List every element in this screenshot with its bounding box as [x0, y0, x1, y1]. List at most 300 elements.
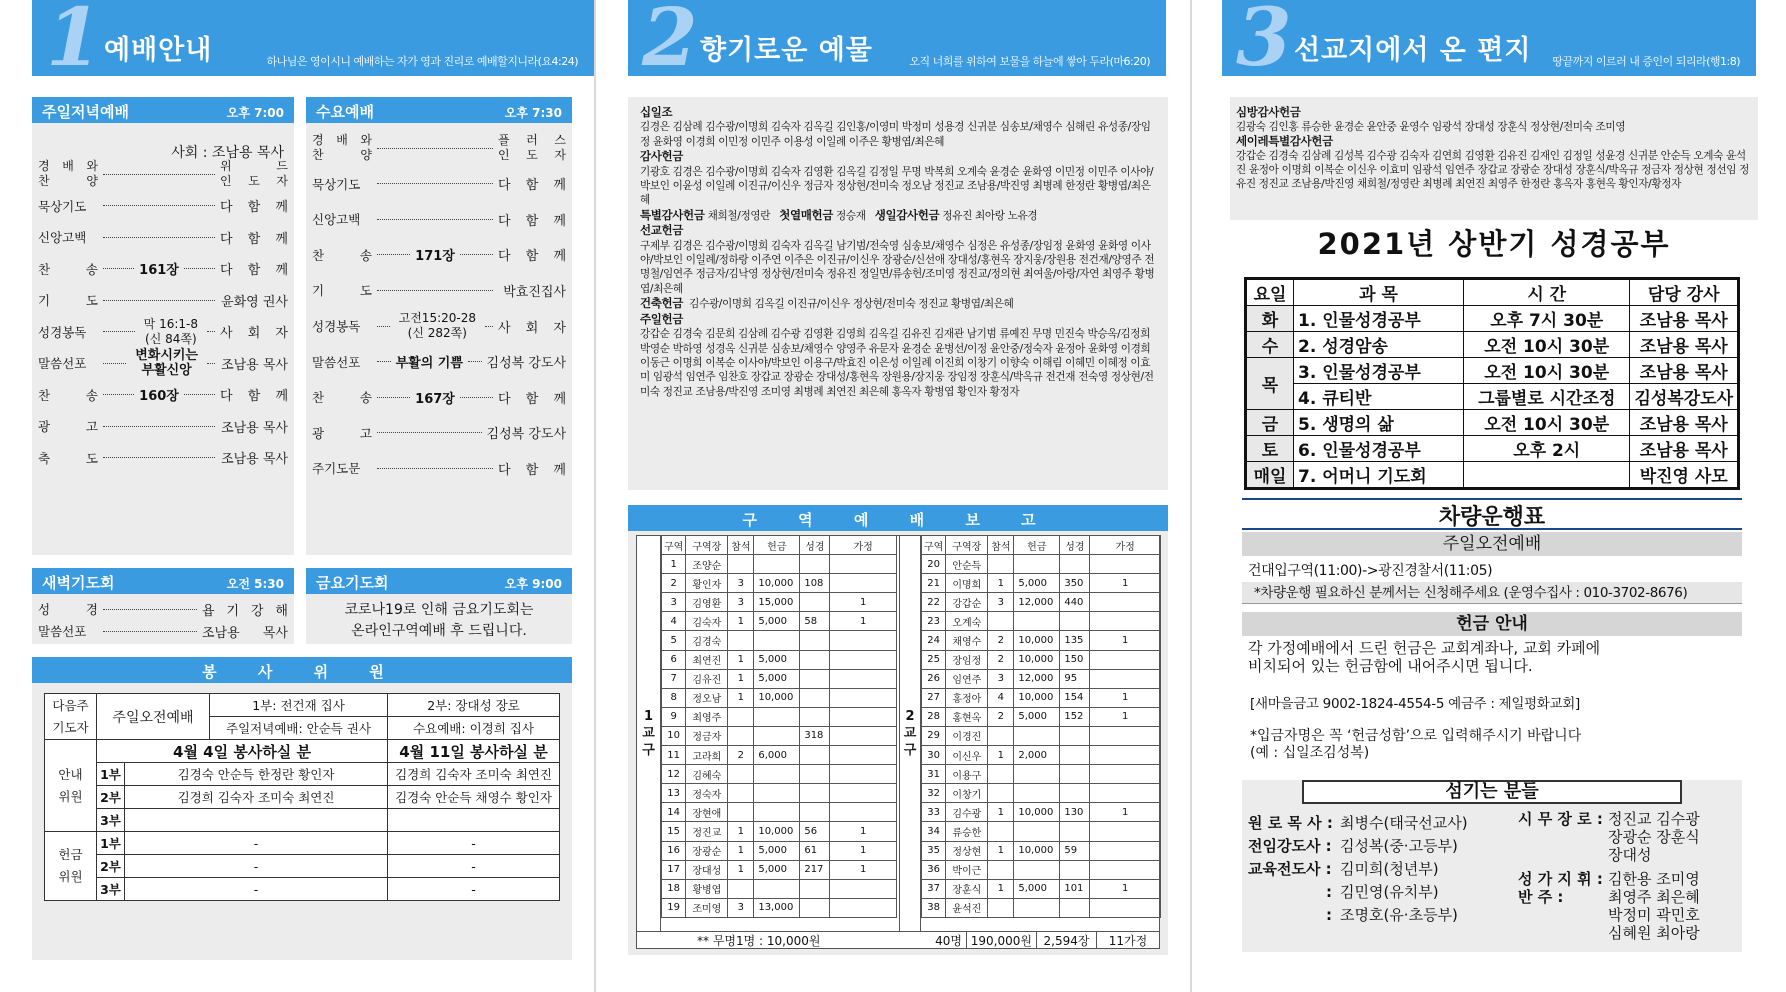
- table-row: [1246, 384, 1739, 410]
- study-title: 2021년 상반기 성경공부: [1317, 227, 1671, 261]
- row-label: 찬 양: [38, 174, 98, 188]
- zone-col-header: 구역장: [946, 536, 988, 555]
- zone-table-left: [661, 535, 897, 918]
- zone-homes: [1090, 898, 1161, 917]
- zone-number: 1: [662, 555, 686, 574]
- page-offerings: [598, 0, 1192, 992]
- zone-bible: [1060, 860, 1090, 879]
- table-row: [662, 803, 897, 822]
- row-value: 인 도 자: [220, 174, 288, 188]
- zone-bible: 152: [1060, 707, 1090, 726]
- elder-names: 장광순 장훈식: [1608, 828, 1700, 846]
- zone-leader: 이경진: [946, 726, 988, 745]
- zone-number: 11: [662, 746, 686, 765]
- section-time: 오후 7:30: [504, 106, 562, 120]
- study-subject: 1. 인물성경공부: [1294, 306, 1464, 332]
- table-row: [1246, 410, 1739, 436]
- zone-number: 30: [922, 746, 946, 765]
- usher-names: [125, 809, 388, 832]
- zone-homes: 1: [830, 593, 897, 612]
- dot-leader: [103, 174, 215, 175]
- zone-bible: [800, 669, 830, 688]
- friday-note-line1: 코로나19로 인해 금요기도회는: [344, 602, 534, 618]
- choir-label: 성 가 지 휘 :: [1518, 870, 1603, 888]
- table-row: [922, 669, 1161, 688]
- zone-offering: [1014, 612, 1060, 631]
- row-value: 다 함 께: [220, 263, 289, 278]
- dot-leader: [103, 457, 215, 458]
- table-row: [922, 574, 1161, 593]
- table-row: [662, 612, 897, 631]
- deposit-note-line2: (예 : 십일조김성복): [1250, 745, 1370, 761]
- row-value: 김성복 강도사: [486, 356, 566, 372]
- row-middle: 부활의 기쁨: [395, 356, 463, 372]
- study-day: 금: [1246, 410, 1294, 436]
- bible-study-table: [1244, 277, 1740, 490]
- next-week-label: 다음주: [52, 697, 89, 713]
- zone-attendance: [728, 765, 754, 784]
- dot-leader: [207, 331, 215, 332]
- zone-offering: 5,000: [754, 860, 800, 879]
- table-row: [662, 784, 897, 803]
- zone-offering: 12,000: [1014, 669, 1060, 688]
- row-label: 경 배 와: [312, 133, 372, 147]
- staff-role: :: [1326, 883, 1332, 901]
- usher-label: 안내: [58, 766, 83, 782]
- zone-homes: [830, 650, 897, 669]
- row-value: 윤화영 권사: [221, 294, 288, 310]
- zone-bible: 135: [1060, 631, 1090, 650]
- study-day: 목: [1246, 358, 1294, 410]
- zone-number: 3: [662, 593, 686, 612]
- district1-label: 1교구: [637, 536, 661, 931]
- zone-number: 8: [662, 688, 686, 707]
- row-value: 사 회 자: [498, 320, 566, 336]
- zone-table-footer: [637, 931, 1159, 949]
- staff-title: 섬기는 분들: [1302, 780, 1682, 804]
- zone-bible: [800, 803, 830, 822]
- row-label: 광 고: [38, 419, 98, 434]
- usher-names: [388, 809, 560, 832]
- order-row: [306, 453, 572, 483]
- row-middle: 161장: [139, 263, 179, 278]
- row-value: 박효진집사: [503, 284, 566, 300]
- zone-offering: [754, 784, 800, 803]
- table-row: [1246, 332, 1739, 358]
- section-title: 주일저녁예배: [42, 103, 129, 121]
- study-time: 오후 7시 30분: [1464, 306, 1630, 332]
- section-title: 새벽기도회: [42, 574, 115, 592]
- row-value-stack: [220, 159, 288, 189]
- offering-guide-line1: 각 가정예배에서 드린 헌금은 교회계좌나, 교회 카페에: [1248, 639, 1601, 657]
- zone-leader: 이창기: [946, 784, 988, 803]
- district2-label: 2교구: [899, 536, 921, 931]
- part-label: 3부: [97, 878, 125, 901]
- zone-number: 6: [662, 650, 686, 669]
- zone-col-header: 가정: [1090, 536, 1161, 555]
- section-time: 오후 7:00: [226, 106, 284, 120]
- section-header: [32, 568, 294, 594]
- mission-names: 구제부 김경은 김수광/이명희 김숙자 김옥길 남기범/전숙영 심송보/채영수 심정은 유성종/장임정 윤화영 윤화영 이사야/박보인 이일례/정하랑 이주연 이주은 이진규/이신우 장광순/신선애 장대성/홍현옥 장지웅/장원용 전건재/양영주 전명철/임연주 정금자/김낙영 정상현/전미숙 정유진 정일면/류송헌/조미영 정진교/정의현 최여울/아랑/자연 최영주 황병엽/최은혜: [640, 239, 1155, 295]
- zone-attendance: 3: [728, 898, 754, 917]
- deposit-note-line1: *입금자명은 꼭 ‘헌금성함’으로 입력해주시기 바랍니다: [1250, 728, 1582, 744]
- zone-attendance: [728, 784, 754, 803]
- zone-bible: 59: [1060, 841, 1090, 860]
- zone-offering: [754, 555, 800, 574]
- zone-leader: 장훈식: [946, 879, 988, 898]
- zone-bible: [800, 593, 830, 612]
- study-teacher: 조남용 목사: [1630, 332, 1739, 358]
- table-row: [922, 784, 1161, 803]
- visit-thanks-names: 김광숙 김인홍 류승한 윤경순 윤안중 윤영수 임광석 장대성 장훈식 정상현/전미숙 조미영: [1236, 121, 1626, 133]
- row-middle-stack: [131, 348, 202, 378]
- zone-homes: [1090, 746, 1161, 765]
- zone-leader: 장현애: [686, 803, 728, 822]
- section-title: 봉 사 위 원: [202, 663, 402, 681]
- table-row: [922, 841, 1161, 860]
- zone-homes: [830, 631, 897, 650]
- dot-leader: [460, 254, 493, 255]
- staff-row: [1248, 835, 1468, 858]
- evening-leader: 주일저녁예배: 안순득 권사: [210, 717, 388, 740]
- order-row: [306, 275, 572, 305]
- vehicle-route: 건대입구역(11:00)->광진경찰서(11:05): [1248, 563, 1493, 579]
- zone-leader: 홍현옥: [946, 707, 988, 726]
- dot-leader: [184, 268, 215, 269]
- page-number: 1: [46, 0, 98, 84]
- table-row: [662, 879, 897, 898]
- zone-offering: 10,000: [1014, 631, 1060, 650]
- zone-offering: 5,000: [754, 669, 800, 688]
- row-label: 찬 양: [312, 148, 372, 162]
- zone-offering: 5,000: [1014, 574, 1060, 593]
- zone-bible: 95: [1060, 669, 1090, 688]
- page-title: 선교지에서 온 편지: [1294, 35, 1532, 66]
- zone-number: 31: [922, 765, 946, 784]
- zone-number: 12: [662, 765, 686, 784]
- zone-bible: 101: [1060, 879, 1090, 898]
- building-names: 김수광/이명희 김옥길 이진규/이신우 정상현/전미숙 정진교 황병엽/최은혜: [689, 298, 1014, 311]
- friday-prayer: [306, 568, 572, 644]
- row-label: 묵상기도: [312, 176, 361, 192]
- zone-number: 36: [922, 860, 946, 879]
- zone-leader: 채영수: [946, 631, 988, 650]
- zone-bible: [1060, 765, 1090, 784]
- zone-attendance: 4: [988, 688, 1014, 707]
- zone-col-header: 구역: [662, 536, 686, 555]
- table-row: [922, 612, 1161, 631]
- dawn-prayer: [32, 568, 294, 644]
- wednesday-leader: 수요예배: 이경희 집사: [388, 717, 560, 740]
- zone-number: 7: [662, 669, 686, 688]
- vehicle-title: 차량운행표: [1242, 498, 1742, 530]
- table-row: [662, 688, 897, 707]
- zone-offering: [754, 803, 800, 822]
- seire-heading: 세이레특별감사헌금: [1236, 134, 1333, 148]
- row-label: 기 도: [312, 283, 372, 299]
- zone-offering: [1014, 726, 1060, 745]
- accompanist-label: 반 주 :: [1518, 888, 1564, 906]
- total-attendance: 40명: [915, 932, 967, 949]
- zone-homes: [830, 746, 897, 765]
- morning-part2: 2부: 장대성 장로: [388, 694, 560, 717]
- dot-leader: [377, 397, 410, 398]
- zone-attendance: [728, 631, 754, 650]
- zone-number: 20: [922, 555, 946, 574]
- staff-section: [1242, 780, 1742, 952]
- page-mission-letter: [1194, 0, 1786, 992]
- page3-banner: [1222, 0, 1756, 84]
- study-time: 오후 2시: [1464, 436, 1630, 462]
- offering-names: -: [388, 832, 560, 855]
- zone-homes: [830, 669, 897, 688]
- staff-role: 교육전도사 :: [1248, 860, 1332, 878]
- section-time: 오후 9:00: [504, 577, 562, 591]
- zone-attendance: [988, 765, 1014, 784]
- table-row: [922, 860, 1161, 879]
- zone-number: 21: [922, 574, 946, 593]
- zone-attendance: 1: [728, 612, 754, 631]
- table-row: [662, 555, 897, 574]
- order-row: [32, 443, 294, 473]
- staff-name: 김미희(청년부): [1340, 860, 1439, 878]
- zone-bible: 58: [800, 612, 830, 631]
- table-row: [662, 746, 897, 765]
- study-subject: 4. 큐티반: [1294, 384, 1464, 410]
- zone-attendance: 2: [988, 631, 1014, 650]
- row-middle: 부활신앙: [141, 363, 192, 378]
- zone-homes: [830, 879, 897, 898]
- choir-names: 박정미 곽민호: [1608, 906, 1700, 924]
- zone-col-header: 성경: [800, 536, 830, 555]
- dot-leader: [103, 331, 135, 332]
- table-row: [922, 898, 1161, 917]
- zone-leader: 조양순: [686, 555, 728, 574]
- page-verse: 하나님은 영이시니 예배하는 자가 영과 진리로 예배할지니라(요4:24): [266, 55, 578, 68]
- zone-attendance: 1: [988, 746, 1014, 765]
- staff-name: 최병수(태국선교사): [1340, 814, 1468, 832]
- part-label: 3부: [97, 809, 125, 832]
- staff-row: [1248, 904, 1468, 927]
- zone-leader: 조미영: [686, 898, 728, 917]
- row-value: 사 회 자: [220, 326, 288, 341]
- row-value: 다 함 께: [498, 249, 567, 265]
- table-row: [662, 574, 897, 593]
- zone-homes: 1: [1090, 631, 1161, 650]
- zone-bible: 440: [1060, 593, 1090, 612]
- part-label: 1부: [97, 763, 125, 786]
- row-middle: (신 282쪽): [407, 326, 467, 340]
- zone-leader: 윤석진: [946, 898, 988, 917]
- zone-bible: 108: [800, 574, 830, 593]
- zone-leader: 홍정아: [946, 688, 988, 707]
- row-label-stack: [312, 133, 372, 163]
- sunday-evening-service: [32, 97, 294, 555]
- study-teacher: 조남용 목사: [1630, 410, 1739, 436]
- date2-header: 4월 11일 봉사하실 분: [388, 740, 560, 763]
- row-value-stack: [498, 133, 566, 163]
- zone-number: 23: [922, 612, 946, 631]
- row-label: 성 경: [38, 602, 98, 617]
- usher-names: 김경희 김숙자 조미숙 최연진: [388, 763, 560, 786]
- zone-number: 17: [662, 860, 686, 879]
- row-value: 인 도 자: [498, 148, 566, 162]
- zone-offering: 12,000: [1014, 593, 1060, 612]
- dot-leader: [485, 326, 493, 327]
- study-teacher: 김성복강도사: [1630, 384, 1739, 410]
- zone-bible: 217: [800, 860, 830, 879]
- table-row: [922, 650, 1161, 669]
- staff-right: [1518, 810, 1700, 942]
- usher-names: 김경숙 안순득 한정란 황인자: [125, 763, 388, 786]
- zone-col-header: 구역: [922, 536, 946, 555]
- row-middle: 167장: [415, 391, 455, 407]
- choir-names: 심혜원 최아랑: [1608, 924, 1700, 942]
- order-row: [306, 347, 572, 377]
- order-row: [306, 169, 572, 199]
- zone-offering: 15,000: [754, 593, 800, 612]
- dot-leader: [207, 363, 215, 364]
- dot-leader: [460, 397, 493, 398]
- row-value: 플 러 스: [498, 133, 566, 147]
- zone-attendance: [988, 726, 1014, 745]
- zone-offering: 13,000: [754, 898, 800, 917]
- offering-label: 헌금: [58, 847, 83, 862]
- row-value: 다 함 께: [498, 213, 566, 229]
- zone-bible: [1060, 555, 1090, 574]
- part-label: 2부: [97, 786, 125, 809]
- zone-homes: [1090, 841, 1161, 860]
- row-value: 다 함 께: [498, 391, 567, 407]
- zone-number: 35: [922, 841, 946, 860]
- zone-offering: 10,000: [754, 822, 800, 841]
- mission-heading: 선교헌금: [640, 223, 684, 238]
- zone-offering: [754, 707, 800, 726]
- row-label: 찬 송: [312, 247, 372, 263]
- table-row: [1246, 462, 1739, 489]
- offering-text: [640, 105, 1158, 399]
- zone-bible: [800, 784, 830, 803]
- zone-leader: 장광순: [686, 841, 728, 860]
- study-time: 오전 10시 30분: [1464, 332, 1630, 358]
- zone-attendance: [988, 784, 1014, 803]
- zone-homes: [830, 784, 897, 803]
- row-value: 조남용 목사: [221, 452, 288, 467]
- zone-leader: 김영환: [686, 593, 728, 612]
- row-value: 다 함 께: [498, 178, 566, 194]
- dot-leader: [103, 300, 215, 301]
- offering-guide-text: [1248, 639, 1600, 675]
- zone-bible: 130: [1060, 803, 1090, 822]
- page-worship-guide: [0, 0, 596, 992]
- zone-col-header: 성경: [1060, 536, 1090, 555]
- zone-leader: 정상현: [946, 841, 988, 860]
- zone-bible: [1060, 612, 1090, 631]
- zone-homes: [1090, 765, 1161, 784]
- order-row: [32, 348, 294, 378]
- zone-attendance: [988, 860, 1014, 879]
- zone-offering: [1014, 860, 1060, 879]
- wednesday-service: [306, 97, 572, 555]
- zone-attendance: [728, 879, 754, 898]
- zone-offering: 2,000: [1014, 746, 1060, 765]
- order-row: [306, 204, 572, 234]
- section-header: [32, 657, 572, 683]
- zone-number: 25: [922, 650, 946, 669]
- zone-offering: 10,000: [1014, 841, 1060, 860]
- table-row: [1246, 306, 1739, 332]
- row-label: 기 도: [38, 293, 98, 308]
- dot-leader: [377, 148, 493, 149]
- staff-name: 조명호(유·초등부): [1340, 906, 1458, 924]
- zone-bible: [1060, 822, 1090, 841]
- visit-offering-list: [1230, 97, 1758, 220]
- seire-names: 강갑순 김경숙 김삼례 김성복 김수광 김숙자 김연희 김영환 김유진 김재인 김정일 성윤경 신귀분 안순득 오계숙 윤석진 윤정아 이명희 이복순 이신우 이효미 임광석 임연주 장갑교 장광순 장대성 장훈식/박옥규 정금자 정상현 정선임 정유진 정진교 조남용/박진영 채희철/정영란 최병례 최연진 최영주 한정란 홍옥자 홍현옥 황인자/황정자: [1236, 150, 1750, 190]
- zone-homes: 1: [1090, 574, 1161, 593]
- zone-col-header: 구역장: [686, 536, 728, 555]
- zone-bible: [800, 688, 830, 707]
- study-time: 그룹별로 시간조정: [1464, 384, 1630, 410]
- zone-attendance: [728, 555, 754, 574]
- study-subject: 6. 인물성경공부: [1294, 436, 1464, 462]
- special-thanks-heading: 특별감사헌금: [640, 207, 705, 222]
- zone-homes: [830, 574, 897, 593]
- thanks-names: 기광호 김경은 김수광/이명희 김숙자 김영환 김옥길 김정일 무명 박복희 오계숙 윤경순 윤화영 이민정 이민주 이사야/박보인 이윤성 이일례 이진규/이신우 정금자 정상현/전미숙 정오남 정진교 조남용/박진영 최병례 한정란 황병엽/최은혜: [640, 165, 1154, 207]
- zone-attendance: [988, 612, 1014, 631]
- date1-header: 4월 4일 봉사하실 분: [97, 740, 388, 763]
- row-label: 묵상기도: [38, 198, 87, 214]
- zone-attendance: [988, 898, 1014, 917]
- offering-names: -: [388, 878, 560, 901]
- zone-offering: [754, 879, 800, 898]
- zone-leader: 강갑순: [946, 593, 988, 612]
- staff-name: 김민영(유치부): [1340, 883, 1439, 901]
- zone-leader: 김유진: [686, 669, 728, 688]
- zone-offering: 5,000: [1014, 707, 1060, 726]
- zone-homes: 1: [830, 612, 897, 631]
- zone-leader: 박이근: [946, 860, 988, 879]
- table-row: [922, 803, 1161, 822]
- zone-offering: 10,000: [1014, 650, 1060, 669]
- dot-leader: [377, 183, 493, 184]
- zone-leader: 최영주: [686, 707, 728, 726]
- row-middle: 171장: [415, 249, 455, 265]
- vehicle-and-offering: [1242, 498, 1742, 710]
- study-time: 오전 10시 30분: [1464, 358, 1630, 384]
- staff-role: :: [1326, 906, 1332, 924]
- study-col-header: 과 목: [1294, 279, 1464, 306]
- zone-leader: 고라희: [686, 746, 728, 765]
- row-value: 다 함 께: [220, 389, 289, 404]
- zone-offering: 10,000: [754, 688, 800, 707]
- zone-homes: [830, 707, 897, 726]
- total-homes: 11가정: [1108, 934, 1148, 948]
- order-row: [32, 159, 294, 189]
- zone-col-header: 헌금: [1014, 536, 1060, 555]
- birthday-names: 정유진 최아랑 노유경: [942, 209, 1038, 222]
- section-title: 수요예배: [316, 103, 374, 121]
- study-day: 수: [1246, 332, 1294, 358]
- offering-names: -: [125, 832, 388, 855]
- visit-thanks-heading: 심방감사헌금: [1236, 105, 1301, 119]
- dot-leader: [377, 219, 493, 220]
- zone-leader: 김혜숙: [686, 765, 728, 784]
- zone-leader: 김숙자: [686, 612, 728, 631]
- staff-role: 전임강도사 :: [1248, 837, 1332, 855]
- zone-homes: [830, 688, 897, 707]
- choir-names: 김한용 조미영: [1608, 870, 1700, 888]
- firstfruit-heading: 첫열매헌금: [779, 207, 833, 222]
